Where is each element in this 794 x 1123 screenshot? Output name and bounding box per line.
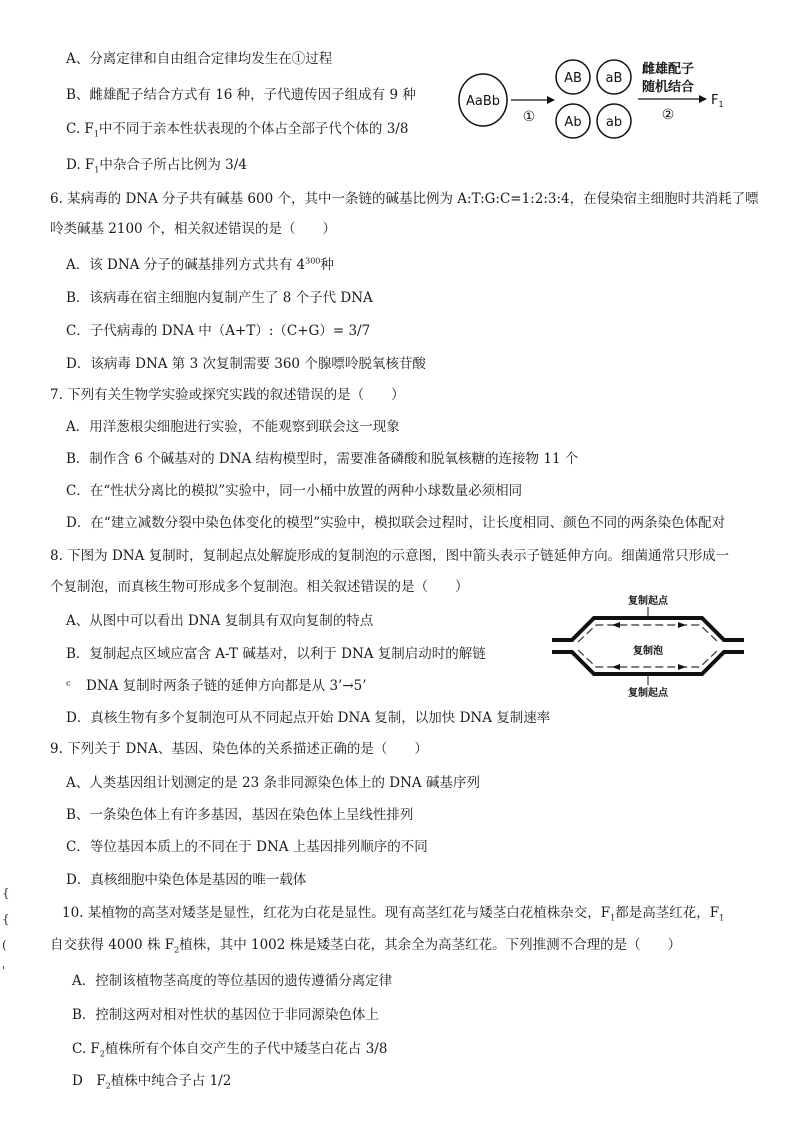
- result-f1: $F_1$: [711, 93, 724, 109]
- q10-option-c: C. $F_2$植株所有个体自交产生的子代中矮茎白花占 3/8: [72, 1041, 388, 1059]
- q5-option-c: C. $F_1$中不同于亲本性状表现的个体占全部子代个体的 3/8: [66, 121, 409, 139]
- q5-option-b: B、雌雄配子结合方式有 16 种，子代遗传因子组成有 9 种: [66, 87, 416, 103]
- q6-stem-line2: 呤类碱基 2100 个，相关叙述错误的是（ ）: [50, 221, 336, 237]
- step-1-label: ①: [522, 109, 536, 125]
- svg-text:AB: AB: [564, 71, 582, 86]
- arrow-left-bottom-icon: [612, 664, 620, 670]
- q7-option-a: A．用洋葱根尖细胞进行实验，不能观察到联会这一现象: [66, 419, 400, 435]
- q8-option-a: A、从图中可以看出 DNA 复制具有双向复制的特点: [66, 613, 374, 629]
- q6-stem-line1: 6. 某病毒的 DNA 分子共有碱基 600 个，其中一条链的碱基比例为 A:T:G:C=1:2:3:4，在侵染宿主细胞时共消耗了嘌: [50, 191, 759, 207]
- q6-option-a: A．该 DNA 分子的碱基排列方式共有 $4^{300}$种: [66, 256, 334, 273]
- q9-stem: 9. 下列关于 DNA、基因、染色体的关系描述正确的是（ ）: [50, 741, 428, 757]
- random-fusion-label-1: 雌雄配子: [641, 62, 695, 77]
- q7-option-b: B．制作含 6 个碱基对的 DNA 结构模型时，需要准备磷酸和脱氧核糖的连接物 11 个: [66, 451, 579, 467]
- arrow-2-icon: [699, 95, 707, 103]
- q9-option-c: C．等位基因本质上的不同在于 DNA 上基因排列顺序的不同: [66, 839, 428, 855]
- q7-option-d: D．在“建立减数分裂中染色体变化的模型”实验中，模拟联会过程时，让长度相同、颜色不同的两条染色体配对: [66, 515, 726, 531]
- bubble-label: 复制泡: [633, 646, 663, 657]
- svg-text:aB: aB: [605, 71, 623, 86]
- parent-genotype: AaBb: [465, 94, 501, 109]
- q7-option-c: C．在“性状分离比的模拟”实验中，同一小桶中放置的两种小球数量必须相同: [66, 483, 523, 499]
- arrow-right-top-icon: [678, 622, 686, 628]
- arrow-left-top-icon: [612, 622, 620, 628]
- q8-stem-line1: 8. 下图为 DNA 复制时，复制起点处解旋形成的复制泡的示意图，图中箭头表示子链延伸方向。细菌通常只形成一: [50, 548, 730, 564]
- q8-option-c: ᶜ DNA 复制时两条子链的延伸方向都是从 3’→5’: [66, 678, 367, 694]
- q8-option-b: B．复制起点区域应富含 A-T 碱基对，以利于 DNA 复制启动时的解链: [66, 646, 486, 662]
- q5-option-a: A、分离定律和自由组合定律均发生在①过程: [66, 51, 333, 67]
- q8-stem-line2: 个复制泡，而真核生物可形成多个复制泡。相关叙述错误的是（ ）: [50, 579, 469, 595]
- q7-stem: 7. 下列有关生物学实验或探究实践的叙述错误的是（ ）: [50, 387, 405, 403]
- q9-option-d: D．真核细胞中染色体是基因的唯一载体: [66, 872, 307, 888]
- q9-option-b: B、一条染色体上有许多基因，基因在染色体上呈线性排列: [66, 807, 414, 823]
- random-fusion-label-2: 随机结合: [641, 80, 695, 95]
- q10-stem-line2: 自交获得 4000 株 $F_2$植株，其中 1002 株是矮茎白花，其余全为高茎红花。下列推测不合理的是（ ）: [50, 937, 682, 955]
- q6-option-c: C．子代病毒的 DNA 中（A+T）:（C+G）= 3/7: [66, 323, 371, 339]
- q10-stem-line1: 10. 某植物的高茎对矮茎是显性，红花为白花是显性。现有高茎红花与矮茎白花植株杂交，$F_1$都是高茎红花，$F_1$: [62, 905, 725, 923]
- q5-option-d: D. $F_1$中杂合子所占比例为 3/4: [66, 157, 247, 175]
- q6-option-d: D．该病毒 DNA 第 3 次复制需要 360 个腺嘌呤脱氧核苷酸: [66, 356, 426, 372]
- q8-option-d: D．真核生物有多个复制泡可从不同起点开始 DNA 复制，以加快 DNA 复制速率: [66, 710, 551, 726]
- origin-top-label: 复制起点: [628, 596, 668, 607]
- q9-option-a: A、人类基因组计划测定的是 23 条非同源染色体上的 DNA 碱基序列: [66, 775, 480, 791]
- parent-strand-top-outer: [552, 618, 744, 640]
- q5-gamete-diagram: [455, 55, 735, 155]
- daughter-strand-top: [578, 625, 718, 642]
- arrow-1-icon: [547, 96, 555, 104]
- margin-marks: { { ( ': [2, 886, 10, 978]
- replication-bubble-diagram: [548, 592, 748, 698]
- q10-option-d: D $F_2$植株中纯合子占 1/2: [72, 1073, 232, 1091]
- arrow-right-bottom-icon: [678, 664, 686, 670]
- q10-option-b: B．控制这两对相对性状的基因位于非同源染色体上: [72, 1007, 379, 1023]
- svg-text:Ab: Ab: [564, 115, 582, 130]
- q10-option-a: A．控制该植物茎高度的等位基因的遗传遵循分离定律: [72, 973, 393, 989]
- step-2-label: ②: [661, 107, 675, 123]
- q6-option-b: B．该病毒在宿主细胞内复制产生了 8 个子代 DNA: [66, 290, 373, 306]
- origin-bottom-label: 复制起点: [628, 688, 668, 698]
- svg-text:ab: ab: [605, 115, 623, 130]
